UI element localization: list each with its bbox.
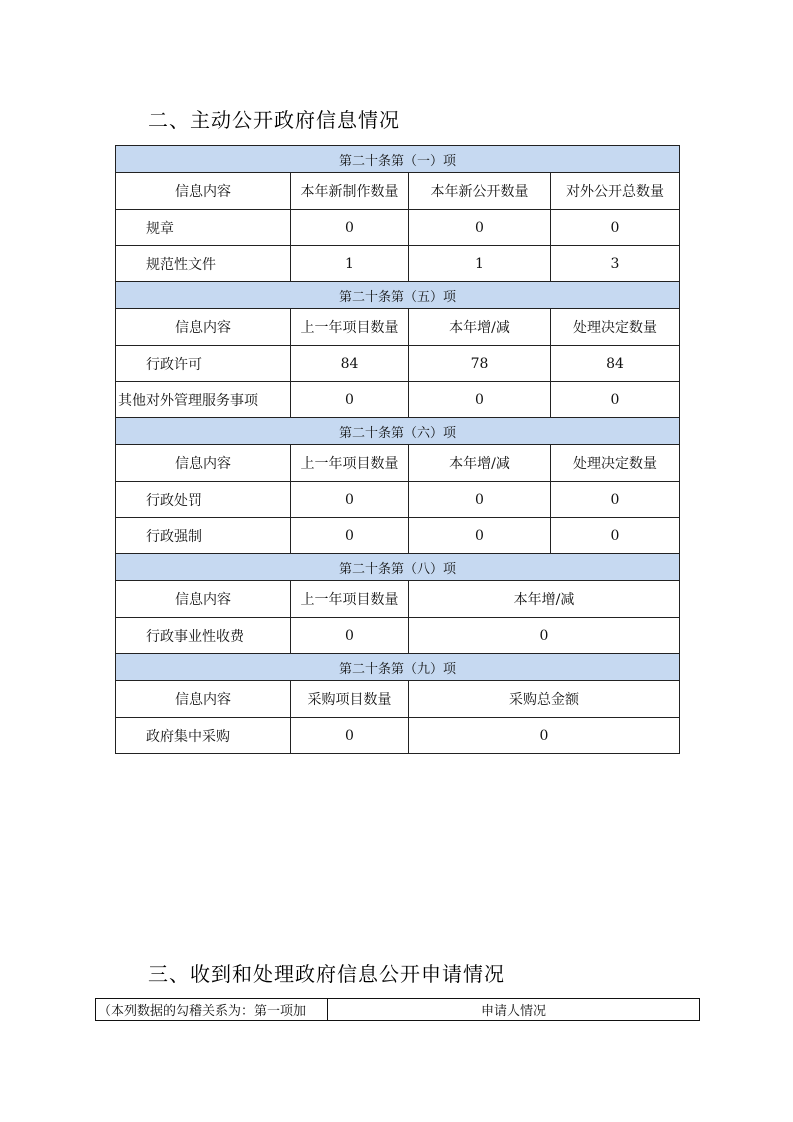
column-header-row (116, 581, 680, 618)
column-header: 信息内容 (116, 681, 291, 718)
table-cell: 0 (409, 718, 680, 754)
column-header: 信息内容 (116, 309, 291, 346)
section-header-row (116, 554, 680, 581)
section-header-row (116, 654, 680, 681)
row-label: 规范性文件 (116, 246, 291, 282)
section-header-row (116, 418, 680, 445)
table-cell: 84 (291, 346, 409, 382)
table-cell: 0 (291, 382, 409, 418)
table-cell: 0 (409, 518, 551, 554)
row-label: 政府集中采购 (116, 718, 291, 754)
table-cell: 0 (551, 210, 680, 246)
table-cell: 0 (551, 518, 680, 554)
section-header-row (116, 146, 680, 173)
section-header: 第二十条第（五）项 (116, 282, 680, 309)
table-cell: 0 (409, 482, 551, 518)
table-cell: 0 (291, 718, 409, 754)
section-2-title: 二、主动公开政府信息情况 (148, 108, 400, 132)
column-header: 本年新公开数量 (409, 173, 551, 210)
column-header: 上一年项目数量 (291, 581, 409, 618)
column-header: 采购项目数量 (291, 681, 409, 718)
table-cell: 0 (291, 210, 409, 246)
table-row (96, 999, 700, 1021)
column-header: 上一年项目数量 (291, 309, 409, 346)
row-label: 行政强制 (116, 518, 291, 554)
column-header: 本年增/减 (409, 309, 551, 346)
column-header: 本年增/减 (409, 581, 680, 618)
section-header: 第二十条第（九）项 (116, 654, 680, 681)
table-row (116, 618, 680, 654)
section-header: 第二十条第（六）项 (116, 418, 680, 445)
section-header-row (116, 282, 680, 309)
section-3-title: 三、收到和处理政府信息公开申请情况 (148, 962, 505, 986)
row-label: 行政许可 (116, 346, 291, 382)
applicant-header-cell: 申请人情况 (328, 999, 700, 1021)
column-header-row (116, 445, 680, 482)
column-header-row (116, 173, 680, 210)
row-label: 规章 (116, 210, 291, 246)
table-cell: 0 (409, 618, 680, 654)
table-cell: 0 (551, 382, 680, 418)
column-header: 处理决定数量 (551, 309, 680, 346)
table-cell: 3 (551, 246, 680, 282)
table-cell: 0 (291, 618, 409, 654)
table-cell: 78 (409, 346, 551, 382)
table-row (116, 718, 680, 754)
column-header: 采购总金额 (409, 681, 680, 718)
column-header: 信息内容 (116, 581, 291, 618)
column-header: 处理决定数量 (551, 445, 680, 482)
table-cell: 0 (291, 482, 409, 518)
column-header: 信息内容 (116, 173, 291, 210)
table-cell: 0 (291, 518, 409, 554)
table-cell: 1 (291, 246, 409, 282)
column-header-row (116, 681, 680, 718)
section-header: 第二十条第（八）项 (116, 554, 680, 581)
table-note-cell: （本列数据的勾稽关系为：第一项加 (96, 999, 328, 1021)
table-row (116, 518, 680, 554)
table-cell: 1 (409, 246, 551, 282)
column-header: 本年增/减 (409, 445, 551, 482)
table-row (116, 210, 680, 246)
application-table (95, 998, 700, 1021)
table-row (116, 382, 680, 418)
column-header: 本年新制作数量 (291, 173, 409, 210)
column-header-row (116, 309, 680, 346)
table-row (116, 246, 680, 282)
table-row (116, 482, 680, 518)
disclosure-table (115, 145, 680, 754)
row-label: 其他对外管理服务事项 (116, 382, 291, 418)
section-header: 第二十条第（一）项 (116, 146, 680, 173)
table-cell: 84 (551, 346, 680, 382)
column-header: 信息内容 (116, 445, 291, 482)
table-cell: 0 (409, 382, 551, 418)
table-row (116, 346, 680, 382)
column-header: 上一年项目数量 (291, 445, 409, 482)
table-cell: 0 (409, 210, 551, 246)
row-label: 行政处罚 (116, 482, 291, 518)
column-header: 对外公开总数量 (551, 173, 680, 210)
table-cell: 0 (551, 482, 680, 518)
row-label: 行政事业性收费 (116, 618, 291, 654)
